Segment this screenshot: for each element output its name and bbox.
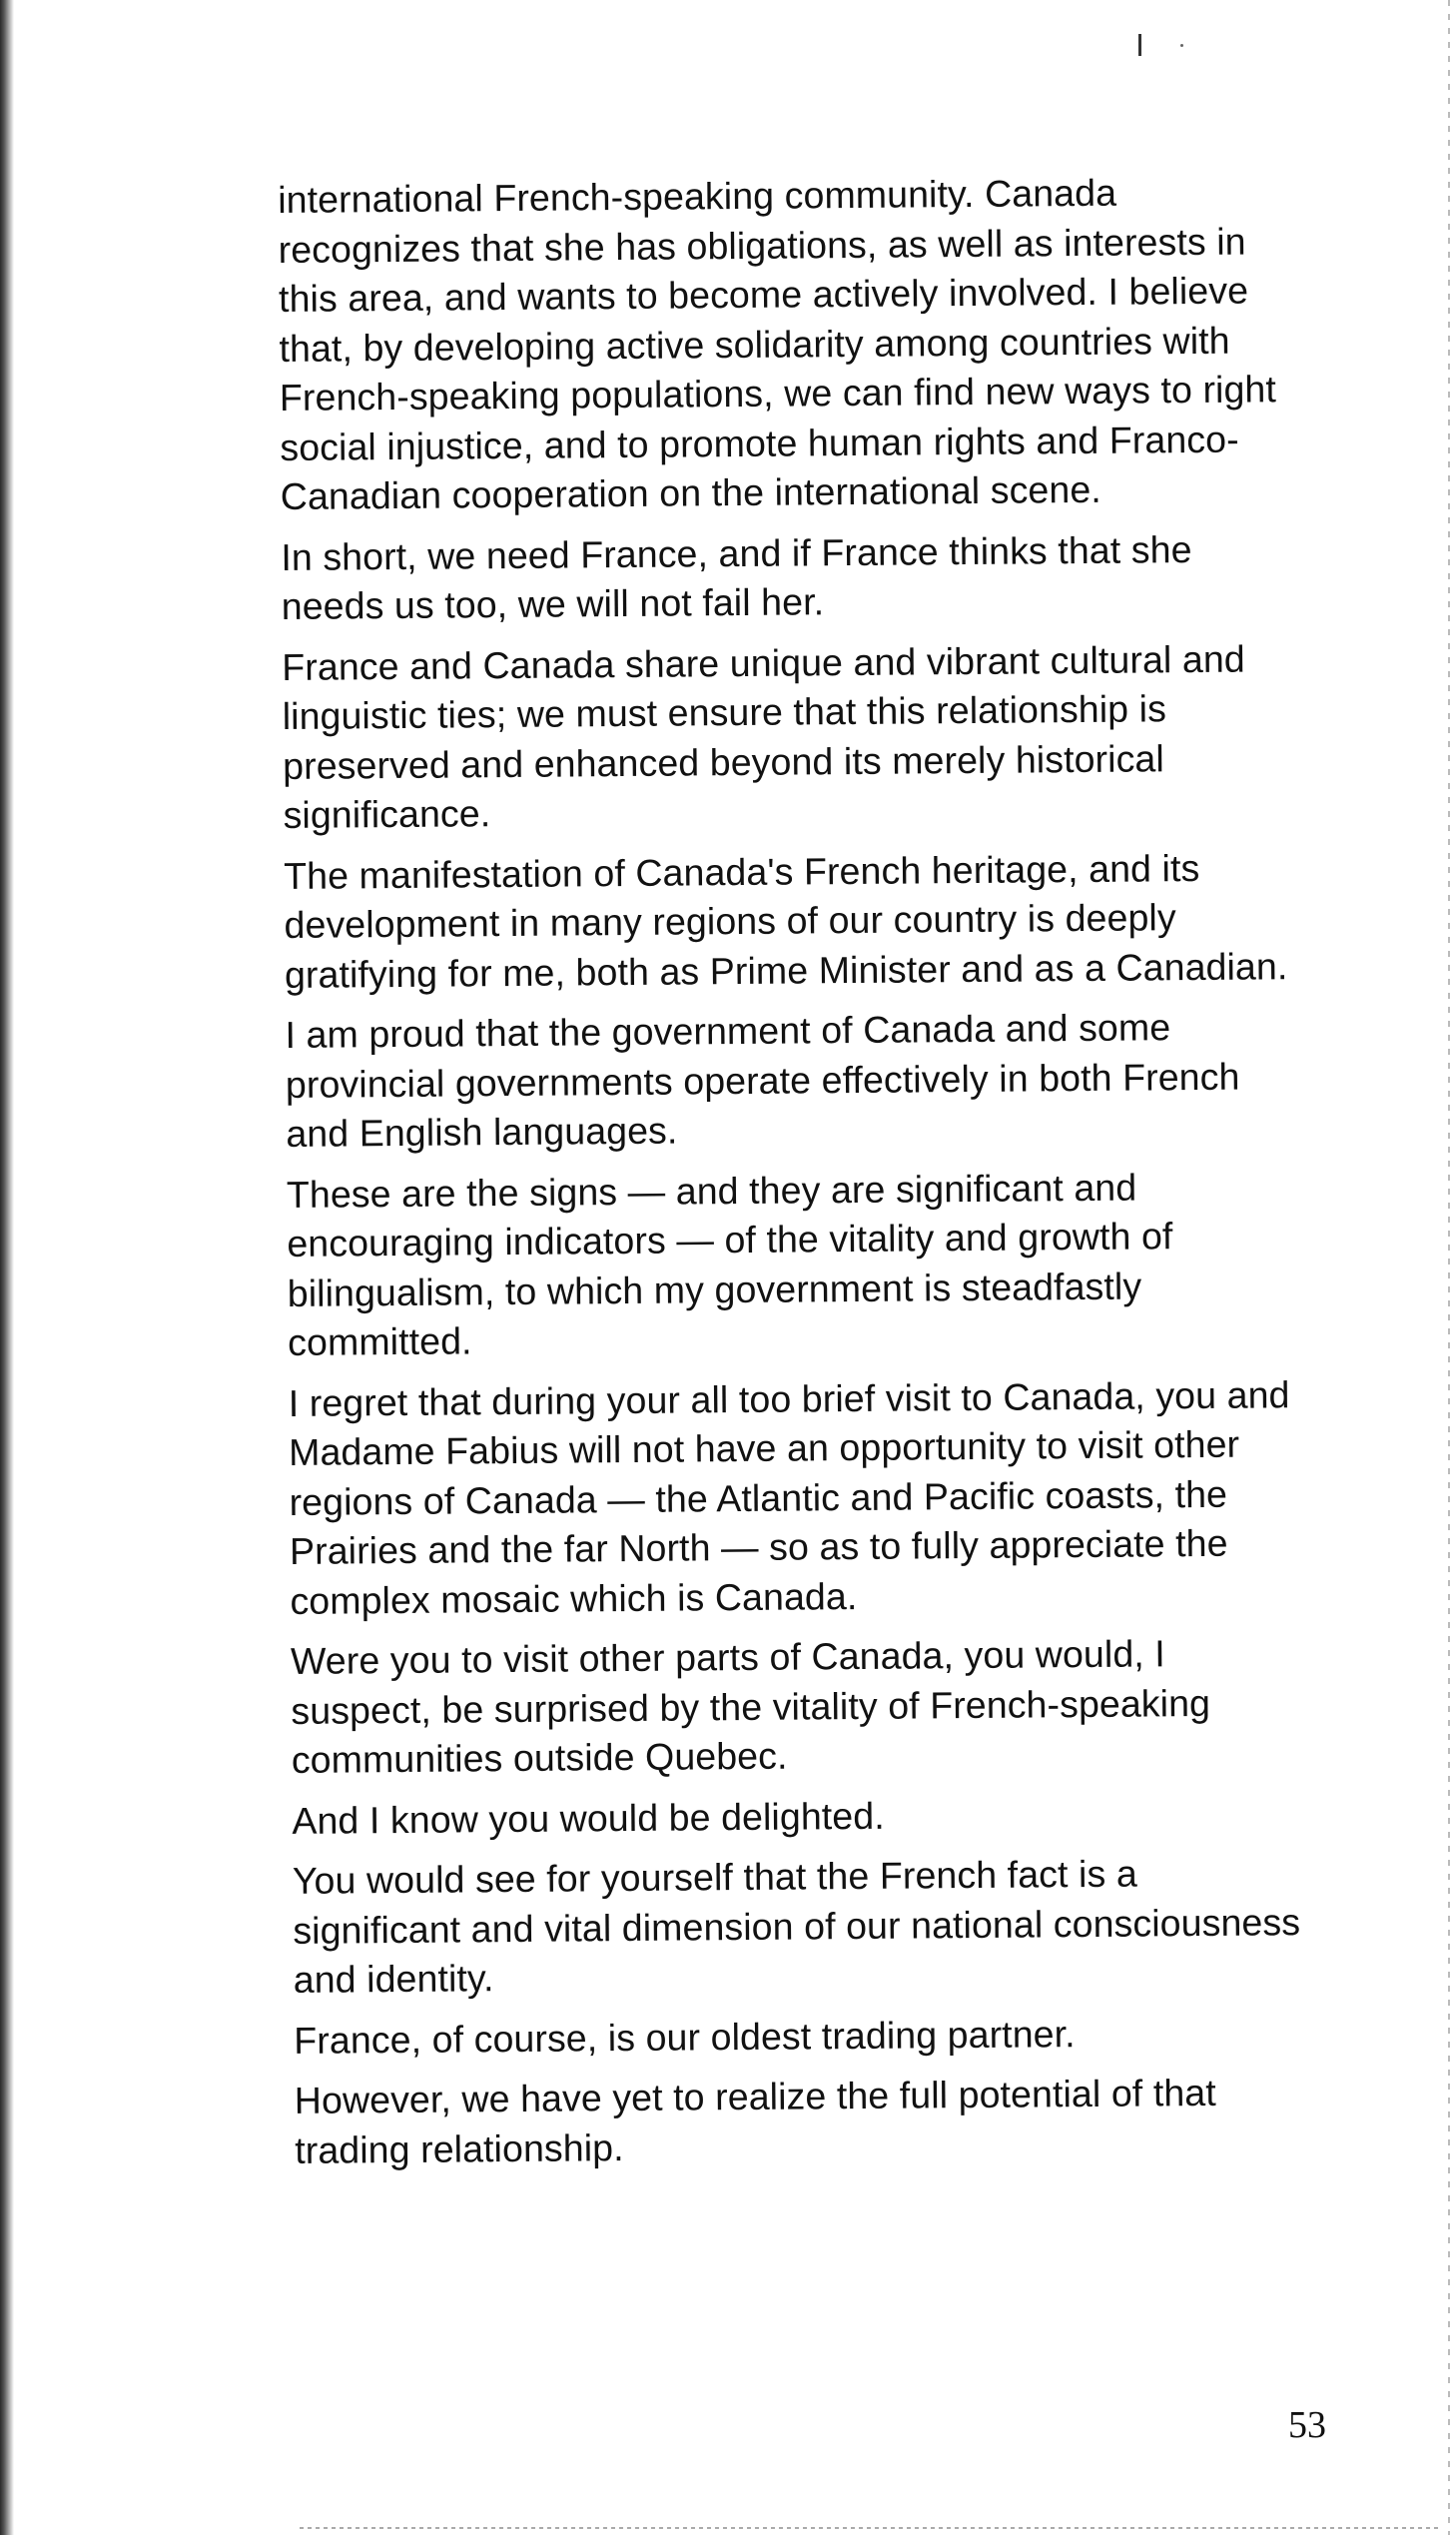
paragraph: Were you to visit other parts of Canada, you would, I suspect, be surprised by the vitality of French-speaking communities outside Quebec. — [290, 1632, 1211, 1781]
paragraph: And I know you would be delighted. — [292, 1794, 885, 1842]
scan-right-edge — [1448, 0, 1450, 2535]
paragraph: You would see for yourself that the French fact is a significant and vital dimension of our national consciousness and identity. — [292, 1852, 1301, 2001]
paragraph: France and Canada share unique and vibrant cultural and linguistic ties; we must ensure that this relationship is preserved and enhanced beyond its merely historical significance. — [282, 637, 1245, 836]
page-number: 53 — [1288, 2404, 1326, 2446]
paragraph: France, of course, is our oldest trading partner. — [294, 2012, 1076, 2062]
scan-dot — [1180, 44, 1183, 47]
paragraph: However, we have yet to realize the full potential of that trading relationship. — [294, 2071, 1216, 2171]
paragraph: In short, we need France, and if France thinks that she needs us too, we will not fail her. — [281, 527, 1192, 627]
body-text — [278, 167, 1304, 2186]
scan-bottom-edge — [300, 2527, 1438, 2529]
scan-left-edge — [0, 0, 14, 2535]
paragraph: The manifestation of Canada's French heritage, and its development in many regions of our country is deeply gratifying for me, both as Prime Minister and as a Canadian. — [283, 846, 1288, 996]
scan-mark — [1138, 34, 1141, 56]
paragraph: These are the signs — and they are significant and encouraging indicators — of the vitality and growth of bilingualism, to which my government is steadfastly committed. — [286, 1166, 1173, 1363]
paragraph: I regret that during your all too brief visit to Canada, you and Madame Fabius will not have an opportunity to visit other regions of Canada — the Atlantic and Pacific coasts, the Prairies and the far North — so as to fully appreciate the complex mosaic which is Canada. — [288, 1372, 1290, 1622]
paragraph: international French-speaking community. Canada recognizes that she has obligations, as well as interests in this area, and wants to become actively involved. I believe that, by developing active solidarity among countries with French-speaking populations, we can find new ways to right social injustice, and to promote human rights and Franco-Canadian cooperation on the international scene. — [278, 171, 1277, 517]
paragraph: I am proud that the government of Canada and some provincial governments operate effectively in both French and English languages. — [285, 1006, 1240, 1155]
